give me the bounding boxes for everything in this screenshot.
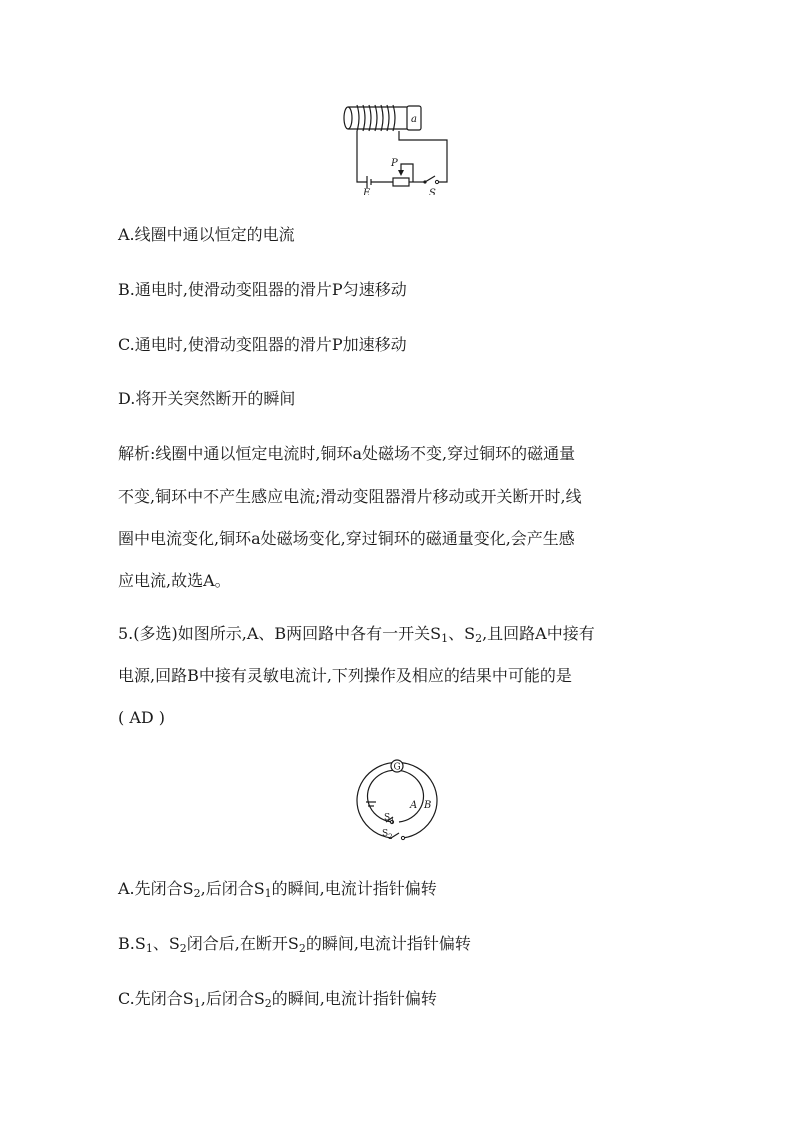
analysis-line-3: 圈中电流变化,铜环a处磁场变化,穿过铜环的磁通量变化,会产生感 xyxy=(118,529,575,548)
q4-option-b: B.通电时,使滑动变阻器的滑片P匀速移动 xyxy=(118,280,407,299)
slider-label: P xyxy=(391,158,398,169)
q5-option-b: $B.S_1$、$S_2$闭合后,在断开$S_2$的瞬间,电流计指针偏转 xyxy=(118,934,471,955)
analysis-line-1: 解析:线圈中通以恒定电流时,铜环a处磁场不变,穿过铜环的磁通量 xyxy=(118,444,576,463)
ring-label: a xyxy=(411,114,417,125)
q5-stem-line-2: 电源,回路B中接有灵敏电流计,下列操作及相应的结果中可能的是 xyxy=(118,666,572,685)
analysis-line-4: 应电流,故选A。 xyxy=(118,571,231,590)
q5-answer: ( AD ) xyxy=(118,708,166,727)
loop-a-label: A xyxy=(410,800,418,811)
q4-option-c: C.通电时,使滑动变阻器的滑片P加速移动 xyxy=(118,335,407,354)
two-loop-figure xyxy=(352,756,442,852)
switch-blade xyxy=(425,176,435,182)
s1-label: $S_1$ xyxy=(384,813,395,825)
switch-pivot xyxy=(423,180,426,183)
q4-option-d: D.将开关突然断开的瞬间 xyxy=(118,389,296,408)
wire-left xyxy=(357,131,367,182)
q5-option-c: C.先闭合$S_1$,后闭合$S_2$的瞬间,电流计指针偏转 xyxy=(118,989,437,1010)
slider-lead xyxy=(401,164,413,182)
wire-right xyxy=(399,131,447,182)
switch-contact xyxy=(435,180,438,183)
analysis-line-2: 不变,铜环中不产生感应电流;滑动变阻器滑片移动或开关断开时,线 xyxy=(118,487,582,506)
coil-turns xyxy=(357,105,395,131)
loop-b-label: B xyxy=(424,800,432,811)
q5-stem-line-1: 5.(多选)如图所示,A、B两回路中各有一开关$S_1$、$S_2$,且回路A中接有 xyxy=(118,624,595,645)
rheostat xyxy=(393,178,409,186)
coil-circuit-figure xyxy=(335,100,460,195)
battery-label: E xyxy=(363,188,371,195)
galvanometer-label: G xyxy=(393,762,401,773)
s2-label: $S_2$ xyxy=(382,829,393,841)
switch-label: S xyxy=(429,188,436,195)
q5-option-a: A.先闭合$S_2$,后闭合$S_1$的瞬间,电流计指针偏转 xyxy=(118,879,437,900)
loop-a xyxy=(368,770,424,822)
coil-core-end xyxy=(344,107,352,129)
slider-arrow xyxy=(398,170,404,176)
q4-option-a: A.线圈中通以恒定的电流 xyxy=(118,225,295,244)
